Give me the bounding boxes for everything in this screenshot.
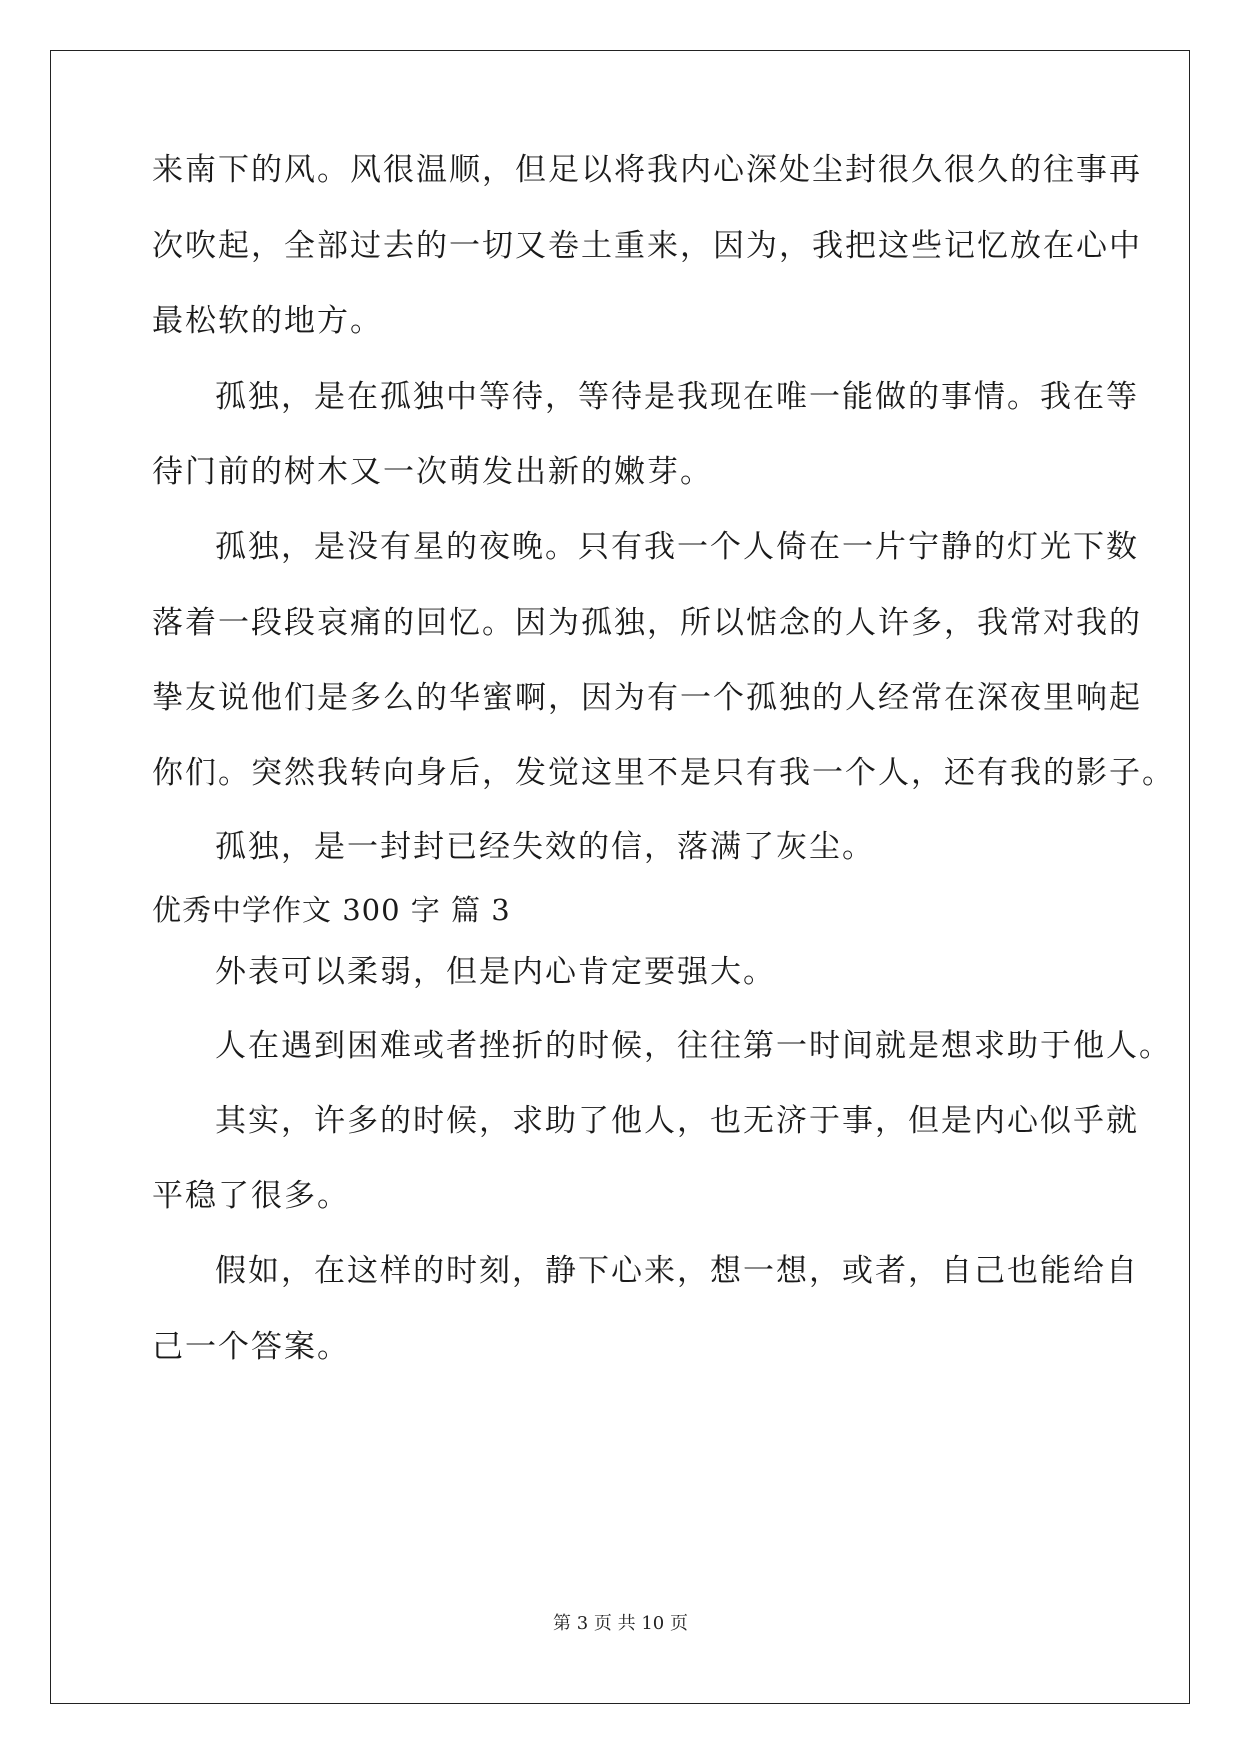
- paragraph-first-line: 孤独，是在孤独中等待，等待是我现在唯一能做的事情。我在等: [215, 379, 1139, 415]
- page-border: [50, 50, 1190, 1704]
- paragraph-first-line: 其实，许多的时候，求助了他人，也无济于事，但是内心似乎就: [215, 1103, 1139, 1139]
- page-number: 第 3 页 共 10 页: [553, 1613, 688, 1634]
- body-line: 落着一段段哀痛的回忆。因为孤独，所以惦念的人许多，我常对我的: [152, 605, 1142, 641]
- paragraph-first-line: 孤独，是一封封已经失效的信，落满了灰尘。: [215, 829, 875, 865]
- paragraph-first-line: 人在遇到困难或者挫折的时候，往往第一时间就是想求助于他人。: [215, 1028, 1172, 1064]
- paragraph-first-line: 外表可以柔弱，但是内心肯定要强大。: [215, 954, 776, 990]
- body-line: 己一个答案。: [152, 1329, 350, 1365]
- paragraph-first-line: 假如，在这样的时刻，静下心来，想一想，或者，自己也能给自: [215, 1253, 1139, 1289]
- body-line: 次吹起，全部过去的一切又卷土重来，因为，我把这些记忆放在心中: [152, 228, 1142, 264]
- body-line: 来南下的风。风很温顺，但足以将我内心深处尘封很久很久的往事再: [152, 152, 1142, 188]
- body-line: 你们。突然我转向身后，发觉这里不是只有我一个人，还有我的影子。: [152, 755, 1175, 791]
- body-line: 挚友说他们是多么的华蜜啊，因为有一个孤独的人经常在深夜里响起: [152, 680, 1142, 716]
- body-line: 平稳了很多。: [152, 1178, 350, 1214]
- body-line: 最松软的地方。: [152, 303, 383, 339]
- section-heading: 优秀中学作文 300 字 篇 3: [152, 893, 511, 927]
- paragraph-first-line: 孤独，是没有星的夜晚。只有我一个人倚在一片宁静的灯光下数: [215, 529, 1139, 565]
- body-line: 待门前的树木又一次萌发出新的嫩芽。: [152, 454, 713, 490]
